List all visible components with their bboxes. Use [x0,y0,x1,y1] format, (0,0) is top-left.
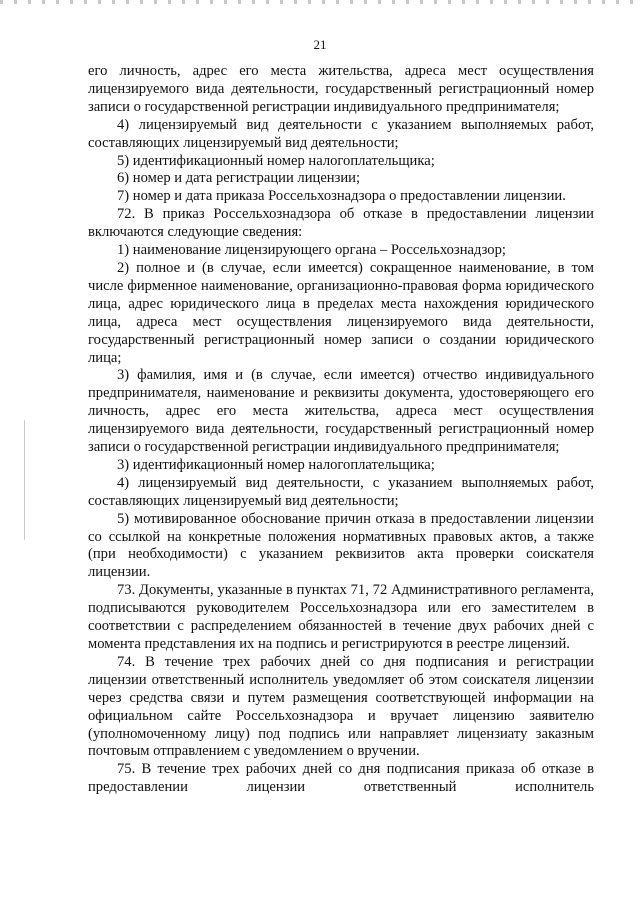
paragraph-item-6: 6) номер и дата регистрации лицензии; [117,170,361,187]
paragraph-continuation: его личность, адрес его места жительства, адреса мест осуществления лицензируемого вида деятельности, государственный регистрационный номер записи о государственной регистрации индивидуального предпринимателя; [88,63,594,115]
scan-fold-line [24,420,25,540]
paragraph-item-5: 5) идентификационный номер налогоплательщика; [117,152,435,169]
paragraph-72-item-2: 2) полное и (в случае, если имеется) сокращенное наименование, в том числе фирменное наименование, организационно-правовая форма юридического лица, адрес юридического лица в пределах места нахождения юридического лица, адреса мест осуществления лицензируемого вида деятельности, государственный регистрационный номер записи о создании юридического лица; [88,259,594,366]
paragraph-72: 72. В приказ Россельхознадзора об отказе в предоставлении лицензии включаются следующие сведения: [88,206,594,241]
paragraph-72-item-1: 1) наименование лицензирующего органа – Россельхознадзор; [117,242,506,259]
paragraph-item-7: 7) номер и дата приказа Россельхознадзора о предоставлении лицензии. [117,188,566,205]
paragraph-74: 74. В течение трех рабочих дней со дня подписания и регистрации лицензии ответственный исполнитель уведомляет об этом соискателя лицензии через средства связи и путем размещения соответствующей информации на официальном сайте Россельхознадзора и вручает лицензию заявителю (уполномоченному лицу) под подпись или направляет лицензиату заказным почтовым отправлением с уведомлением о вручении. [88,653,594,760]
paragraph-73: 73. Документы, указанные в пунктах 71, 72 Административного регламента, подписываются руководителем Россельхознадзора или его заместителем в соответствии с распределением обязанностей в течение двух рабочих дней с момента представления их на подпись и регистрируются в реестре лицензий. [88,582,594,652]
scan-edge-marks [0,0,640,4]
paragraph-72-item-3: 3) фамилия, имя и (в случае, если имеется) отчество индивидуального предпринимателя, наименование и реквизиты документа, удостоверяющего его личность, адрес его места жительства, адреса мест осуществления лицензируемого вида деятельности, государственный регистрационный номер записи о государственной регистрации индивидуального предпринимателя; [88,367,594,456]
page-number: 21 [313,37,327,52]
paragraph-75: 75. В течение трех рабочих дней со дня подписания приказа об отказе в предоставлении лицензии ответственный исполнитель [88,761,594,796]
document-body [88,63,594,797]
paragraph-72-item-4: 4) лицензируемый вид деятельности, с указанием выполняемых работ, составляющих лицензируемый вид деятельности; [88,474,594,509]
paragraph-72-item-3b: 3) идентификационный номер налогоплательщика; [117,456,435,473]
paragraph-item-4: 4) лицензируемый вид деятельности с указанием выполняемых работ, составляющих лицензируемый вид деятельности; [88,116,594,151]
paragraph-72-item-5: 5) мотивированное обоснование причин отказа в предоставлении лицензии со ссылкой на конкретные положения нормативных правовых актов, а также (при необходимости) с указанием реквизитов акта проверки соискателя лицензии. [88,510,594,581]
